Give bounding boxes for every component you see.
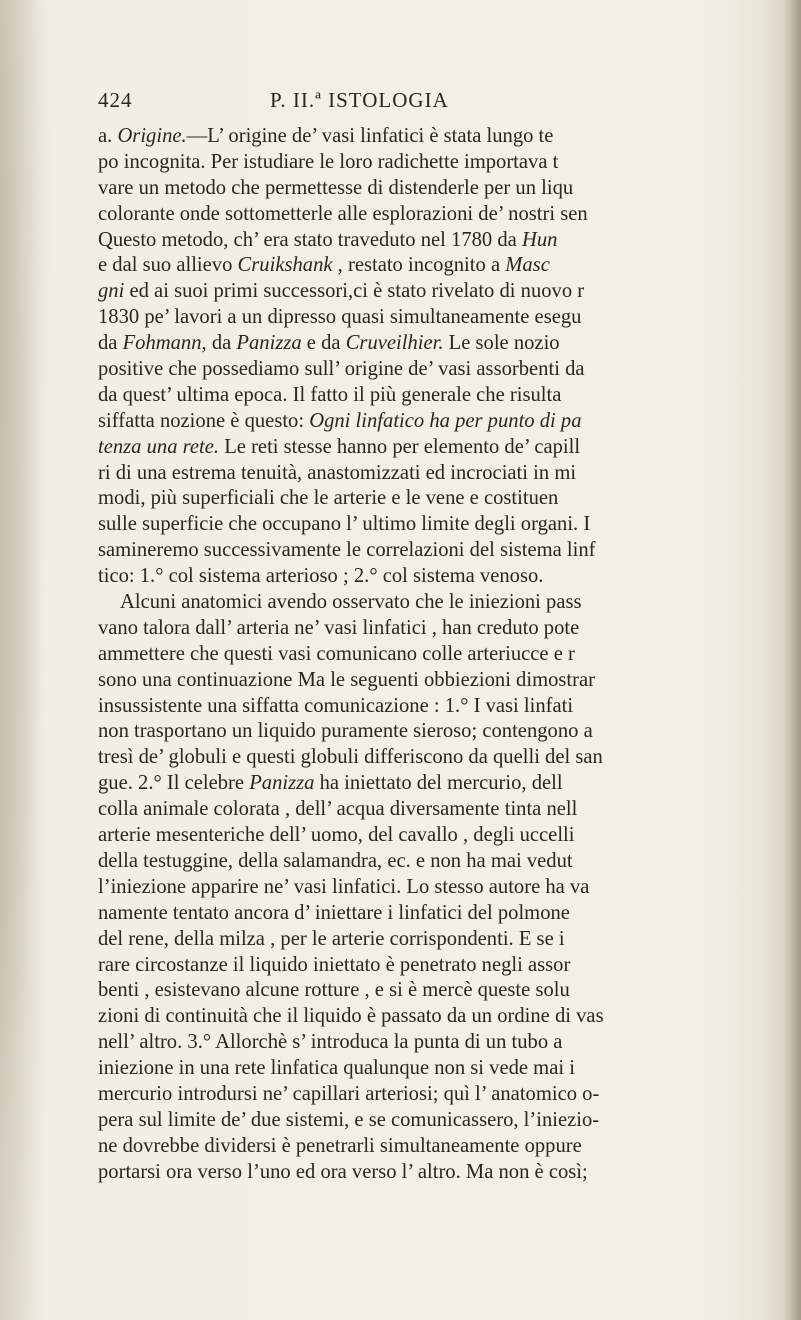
text-line [98, 564, 788, 590]
text-segment: ri di una estrema tenuità, anastomizzati ed incrociati in mi [98, 461, 577, 484]
text-line [98, 745, 788, 771]
text-segment: non trasportano un liquido puramente sieroso; contengono a [98, 720, 593, 743]
italic-text: Hun [521, 228, 558, 251]
text-line [98, 616, 788, 642]
text-segment: gue. 2.° Il celebre [98, 772, 250, 795]
text-segment: benti , esistevano alcune rotture , e si è mercè queste solu [98, 979, 570, 1002]
italic-text: gni [98, 280, 125, 303]
text-line [98, 538, 788, 564]
italic-text: Panizza [249, 772, 315, 795]
text-line [98, 305, 788, 331]
text-line [98, 176, 788, 202]
text-segment: po incognita. Per istudiare le loro radichette importava t [98, 150, 559, 173]
text-segment: Alcuni anatomici avendo osservato che le iniezioni pass [120, 591, 582, 614]
text-segment: da quest’ ultima epoca. Il fatto il più generale che risulta [98, 383, 562, 406]
text-segment: vare un metodo che permettesse di distenderle per un liqu [98, 176, 574, 199]
text-line [98, 1160, 788, 1186]
text-segment: del rene, della milza , per le arterie corrispondenti. E se i [98, 927, 565, 950]
text-segment: ha iniettato del mercurio, dell [314, 772, 563, 795]
text-line [98, 331, 788, 357]
text-line [98, 927, 788, 953]
italic-text: Cruikshank [237, 254, 333, 277]
text-segment: samineremo successivamente le correlazioni del sistema linf [98, 539, 596, 562]
text-segment: insussistente una siffatta comunicazione : 1.° I vasi linfati [98, 694, 574, 717]
text-segment: pera sul limite de’ due sistemi, e se comunicassero, l’iniezio- [98, 1108, 600, 1131]
text-segment: modi, più superficiali che le arterie e le vene e costituen [98, 487, 559, 510]
text-line [98, 253, 788, 279]
italic-text: Cruveilhier. [345, 332, 444, 355]
text-line [98, 1108, 788, 1134]
text-segment: colla animale colorata , dell’ acqua diversamente tinta nell [98, 798, 578, 821]
text-segment: tresì de’ globuli e questi globuli differiscono da quelli del san [98, 746, 603, 769]
text-segment: sulle superficie che occupano l’ ultimo limite degli organi. I [98, 513, 591, 536]
text-segment: 1830 pe’ lavori a un dipresso quasi simultaneamente esegu [98, 306, 582, 329]
text-segment: arterie mesenteriche dell’ uomo, del cavallo , degli uccelli [98, 824, 575, 847]
text-segment: Le sole nozio [443, 332, 560, 355]
italic-text: Ogni linfatico ha per punto di pa [309, 409, 582, 432]
text-segment: ammettere che questi vasi comunicano colle arteriucce e r [98, 642, 575, 665]
text-line [98, 1082, 788, 1108]
text-segment: tico: 1.° col sistema arterioso ; 2.° col sistema venoso. [98, 565, 544, 588]
text-line [98, 978, 788, 1004]
text-line [98, 1134, 788, 1160]
text-line [98, 849, 788, 875]
text-line [98, 953, 788, 979]
text-line [98, 823, 788, 849]
text-line [98, 642, 788, 668]
text-segment: nell’ altro. 3.° Allorchè s’ introduca la punta di un tubo a [98, 1031, 563, 1054]
text-segment: vano talora dall’ arteria ne’ vasi linfatici , han creduto pote [98, 616, 580, 639]
text-line [98, 668, 788, 694]
text-segment: ne dovrebbe dividersi è penetrarli simultaneamente oppure [98, 1134, 582, 1157]
text-segment: a. [98, 125, 118, 147]
text-segment: , da [201, 332, 237, 355]
page-number: 424 [98, 88, 133, 112]
text-segment: e dal suo allievo [98, 254, 238, 277]
text-line [98, 797, 788, 823]
text-segment: ed ai suoi primi successori,ci è stato rivelato di nuovo r [124, 280, 585, 303]
text-line [98, 202, 788, 228]
text-line [98, 590, 788, 616]
italic-text: Panizza [236, 332, 302, 355]
page-stain [0, 0, 60, 1320]
text-line [98, 719, 788, 745]
text-segment: namente tentato ancora d’ iniettare i linfatici del polmone [98, 901, 570, 924]
body-text [98, 124, 788, 1186]
text-line [98, 694, 788, 720]
text-line [98, 124, 788, 150]
text-line [98, 357, 788, 383]
text-segment: positive che possediamo sull’ origine de’ vasi assorbenti da [98, 358, 585, 381]
text-segment: e da [301, 332, 346, 355]
text-segment: zioni di continuità che il liquido è passato da un ordine di vas [98, 1005, 604, 1028]
text-line [98, 383, 788, 409]
italic-text: Masc [505, 254, 550, 277]
italic-text: Fohmann [122, 332, 202, 355]
italic-text: tenza una rete. [98, 435, 220, 458]
text-line [98, 409, 788, 435]
text-segment: Questo metodo, ch’ era stato traveduto nel 1780 da [98, 228, 522, 251]
text-line [98, 486, 788, 512]
text-segment: rare circostanze il liquido iniettato è penetrato negli assor [98, 953, 571, 976]
text-segment: Le reti stesse hanno per elemento de’ capill [219, 435, 581, 458]
italic-text: Origine. [117, 125, 187, 147]
text-line [98, 1056, 788, 1082]
text-line [98, 1030, 788, 1056]
text-segment: iniezione in una rete linfatica qualunque non si vede mai i [98, 1057, 575, 1080]
text-line [98, 901, 788, 927]
text-segment: , restato incognito a [332, 254, 506, 277]
text-segment: da [98, 332, 123, 355]
text-segment: —L’ origine de’ vasi linfatici è stata lungo te [186, 125, 554, 147]
text-line [98, 512, 788, 538]
text-line [98, 228, 788, 254]
text-segment: l’iniezione apparire ne’ vasi linfatici. Lo stesso autore ha va [98, 875, 590, 898]
running-head: P. II.ª ISTOLOGIA [270, 88, 449, 112]
text-segment: portarsi ora verso l’uno ed ora verso l’ altro. Ma non è così; [98, 1160, 588, 1183]
text-segment: colorante onde sottometterle alle esplorazioni de’ nostri sen [98, 202, 588, 225]
text-line [98, 435, 788, 461]
text-line [98, 1004, 788, 1030]
text-line [98, 875, 788, 901]
text-line [98, 461, 788, 487]
text-segment: della testuggine, della salamandra, ec. e non ha mai vedut [98, 849, 573, 872]
text-segment: siffatta nozione è questo: [98, 409, 310, 432]
text-line [98, 279, 788, 305]
page-header [98, 88, 778, 118]
text-segment: sono una continuazione Ma le seguenti obbiezioni dimostrar [98, 668, 595, 691]
text-line [98, 771, 788, 797]
text-line [98, 150, 788, 176]
text-segment: mercurio introdursi ne’ capillari arteriosi; quì l’ anatomico o- [98, 1082, 600, 1105]
